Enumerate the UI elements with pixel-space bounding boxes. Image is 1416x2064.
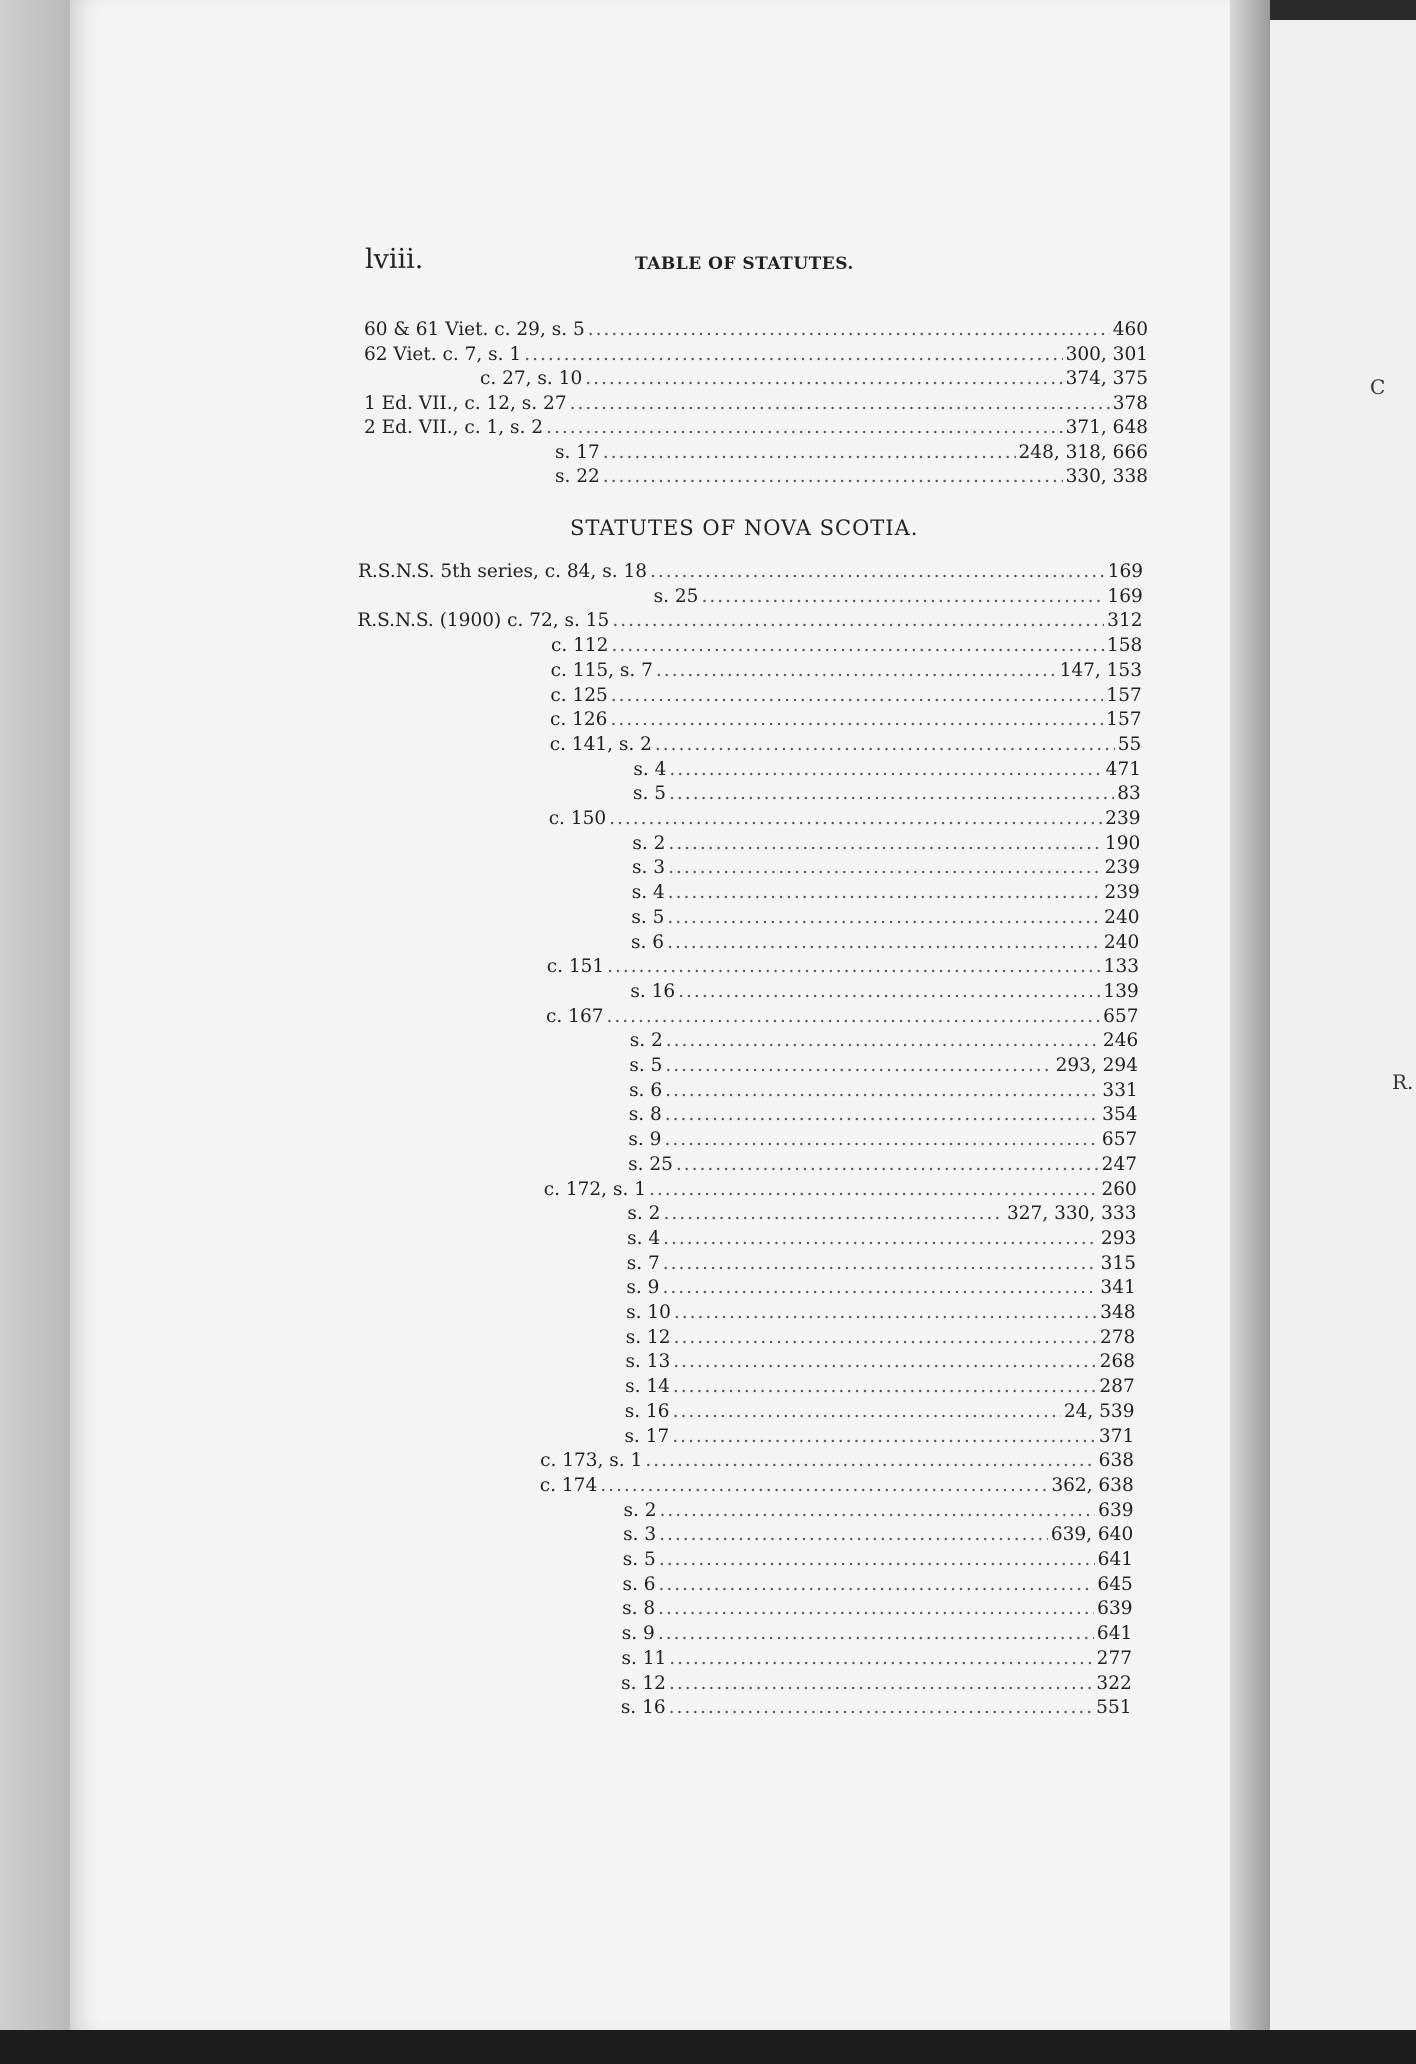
table-row xyxy=(625,1350,1135,1375)
table-row xyxy=(550,684,1141,709)
statute-reference: c. 125 xyxy=(550,684,608,706)
statute-reference: s. 4 xyxy=(633,758,667,780)
dot-leader xyxy=(611,634,1103,659)
page-reference: 322 xyxy=(1096,1672,1132,1694)
running-title: TABLE OF STATUTES. xyxy=(635,254,854,274)
table-row xyxy=(629,1054,1138,1079)
statute-reference: s. 2 xyxy=(632,832,666,854)
statute-reference: s. 2 xyxy=(629,1030,663,1052)
table-row xyxy=(550,708,1141,733)
table-row xyxy=(549,807,1141,832)
table-row xyxy=(631,931,1139,956)
scan-border xyxy=(0,2030,1416,2064)
page-reference: 645 xyxy=(1097,1573,1133,1595)
statute-reference: s. 10 xyxy=(626,1302,671,1323)
dot-leader xyxy=(663,1252,1098,1277)
statute-reference: s. 5 xyxy=(631,906,665,928)
table-row xyxy=(480,367,1148,392)
dot-leader xyxy=(665,1054,1052,1079)
dot-leader xyxy=(701,585,1104,610)
page-reference: 354 xyxy=(1102,1104,1138,1126)
dot-leader xyxy=(603,441,1016,466)
page-reference: 246 xyxy=(1102,1030,1139,1052)
table-row xyxy=(624,1425,1134,1450)
dot-leader xyxy=(659,1573,1095,1598)
table-row xyxy=(621,1672,1132,1697)
table-row xyxy=(547,955,1139,980)
dot-leader xyxy=(674,1301,1097,1326)
statute-reference: s. 25 xyxy=(653,585,699,607)
statute-reference: s. 12 xyxy=(625,1326,671,1348)
statute-reference: s. 9 xyxy=(621,1623,655,1645)
dot-leader xyxy=(609,807,1102,832)
statute-reference: s. 5 xyxy=(622,1549,656,1570)
table-row xyxy=(550,733,1142,758)
dot-leader xyxy=(663,1227,1098,1252)
statute-reference: s. 7 xyxy=(626,1252,660,1274)
dot-leader xyxy=(600,1474,1048,1499)
page-reference: 371, 648 xyxy=(1065,417,1148,438)
dot-leader xyxy=(524,343,1062,368)
dot-leader xyxy=(673,1375,1097,1400)
statute-reference: s. 22 xyxy=(555,466,600,487)
table-row xyxy=(364,343,1148,368)
statute-reference: s. 17 xyxy=(555,441,600,463)
statute-reference: c. 126 xyxy=(550,709,608,731)
dot-leader xyxy=(668,832,1102,857)
table-row xyxy=(630,1029,1139,1054)
page-reference: 133 xyxy=(1103,956,1139,978)
statute-reference: s. 17 xyxy=(624,1425,670,1447)
dot-leader xyxy=(667,931,1101,956)
page-reference: 277 xyxy=(1096,1647,1132,1669)
table-row xyxy=(623,1548,1133,1573)
table-row xyxy=(555,441,1148,466)
page-reference: 638 xyxy=(1098,1450,1134,1472)
statute-reference: R.S.N.S. 5th series, c. 84, s. 18 xyxy=(358,561,647,582)
page-reference: 83 xyxy=(1117,783,1141,805)
page-reference: 331 xyxy=(1102,1079,1138,1101)
statute-reference: s. 13 xyxy=(625,1351,671,1373)
statute-reference: 2 Ed. VII., c. 1, s. 2 xyxy=(364,417,544,438)
table-row xyxy=(358,560,1143,585)
page-reference: 471 xyxy=(1105,758,1141,780)
page-edge-shadow xyxy=(1230,0,1270,2030)
facing-page xyxy=(1270,20,1416,2030)
page-reference: 639, 640 xyxy=(1050,1524,1134,1546)
statute-reference: c. 27, s. 10 xyxy=(480,368,583,389)
dot-leader xyxy=(664,1128,1098,1153)
dot-leader xyxy=(669,782,1114,807)
table-row xyxy=(628,1153,1137,1178)
dot-leader xyxy=(659,1548,1095,1573)
dot-leader xyxy=(669,1696,1094,1721)
dot-leader xyxy=(667,906,1101,931)
page-reference: 240 xyxy=(1103,931,1140,953)
page-reference: 330, 338 xyxy=(1065,466,1148,487)
dot-leader xyxy=(672,1425,1096,1450)
statute-reference: c. 172, s. 1 xyxy=(543,1178,646,1200)
page-reference: 147, 153 xyxy=(1059,659,1142,681)
statute-reference: s. 9 xyxy=(628,1129,662,1151)
page-reference: 293 xyxy=(1100,1227,1137,1249)
dot-leader xyxy=(645,1449,1095,1474)
dot-leader xyxy=(607,955,1101,980)
page-number: lviii. xyxy=(365,244,424,275)
statute-reference: c. 173, s. 1 xyxy=(540,1450,643,1472)
statute-reference: s. 6 xyxy=(622,1573,656,1595)
statute-reference: s. 16 xyxy=(620,1697,666,1719)
table-row xyxy=(627,1252,1136,1277)
statute-reference: s. 16 xyxy=(624,1400,670,1422)
table-row xyxy=(540,1449,1134,1474)
table-row xyxy=(622,1622,1132,1647)
table-row xyxy=(628,1128,1137,1153)
page-reference: 248, 318, 666 xyxy=(1018,441,1148,463)
table-row xyxy=(626,1276,1135,1301)
page-reference: 260 xyxy=(1101,1178,1137,1200)
dot-leader xyxy=(669,1672,1093,1697)
page-reference: 158 xyxy=(1106,635,1143,657)
page-reference: 300, 301 xyxy=(1065,343,1148,365)
facing-page-fragment: C xyxy=(1370,375,1386,399)
statute-reference: s. 4 xyxy=(631,882,665,904)
page-reference: 139 xyxy=(1103,980,1139,1002)
dot-leader xyxy=(669,1647,1093,1672)
dot-leader xyxy=(606,1005,1100,1030)
table-row xyxy=(621,1696,1132,1721)
page-reference: 268 xyxy=(1099,1351,1135,1373)
table-row xyxy=(626,1301,1135,1326)
statute-reference: c. 115, s. 7 xyxy=(550,659,653,681)
statute-reference: s. 11 xyxy=(621,1647,667,1669)
table-row xyxy=(632,881,1140,906)
page-reference: 157 xyxy=(1106,684,1142,706)
table-row xyxy=(630,980,1138,1005)
table-row xyxy=(632,832,1140,857)
statute-reference: s. 14 xyxy=(625,1376,670,1398)
dot-leader xyxy=(676,1153,1099,1178)
table-row xyxy=(627,1227,1136,1252)
page-reference: 169 xyxy=(1107,561,1143,582)
dot-leader xyxy=(603,465,1063,490)
statute-reference: 60 & 61 Viet. c. 29, s. 5 xyxy=(364,319,585,340)
statute-reference: c. 151 xyxy=(546,956,605,978)
table-row xyxy=(633,782,1141,807)
statute-reference: c. 112 xyxy=(551,635,609,657)
page-reference: 312 xyxy=(1107,610,1143,632)
dot-leader xyxy=(649,1178,1098,1203)
table-row xyxy=(540,1474,1134,1499)
page-reference: 239 xyxy=(1105,808,1141,829)
table-row xyxy=(622,1597,1132,1622)
statute-reference: s. 25 xyxy=(628,1153,673,1175)
table-row xyxy=(626,1326,1135,1351)
dot-leader xyxy=(658,1622,1094,1647)
dot-leader xyxy=(585,367,1062,392)
page-reference: 641 xyxy=(1096,1623,1133,1645)
dot-leader xyxy=(678,980,1100,1005)
statute-reference: s. 5 xyxy=(633,783,667,805)
dot-leader xyxy=(611,684,1104,709)
statute-reference: s. 2 xyxy=(623,1499,657,1521)
dot-leader xyxy=(659,1523,1048,1548)
page-reference: 239 xyxy=(1104,857,1140,879)
table-row xyxy=(544,1178,1137,1203)
page-reference: 460 xyxy=(1112,319,1148,340)
page-reference: 639 xyxy=(1097,1598,1133,1620)
table-row xyxy=(654,585,1143,610)
dot-leader xyxy=(665,1079,1099,1104)
statute-reference: s. 4 xyxy=(627,1227,661,1249)
page-reference: 348 xyxy=(1100,1302,1136,1323)
dot-leader xyxy=(668,881,1102,906)
dot-leader xyxy=(659,1499,1095,1524)
table-row xyxy=(633,758,1141,783)
page-reference: 641 xyxy=(1097,1549,1133,1570)
dot-leader xyxy=(665,1103,1099,1128)
statute-reference: s. 6 xyxy=(629,1079,663,1101)
table-row xyxy=(625,1400,1135,1425)
dot-leader xyxy=(546,416,1063,441)
dot-leader xyxy=(656,659,1057,684)
table-row xyxy=(627,1202,1136,1227)
dot-leader xyxy=(570,392,1110,417)
statute-reference: c. 141, s. 2 xyxy=(549,733,652,755)
page-reference: 639 xyxy=(1098,1499,1134,1521)
dot-leader xyxy=(612,609,1104,634)
dot-leader xyxy=(674,1326,1097,1351)
dot-leader xyxy=(668,856,1102,881)
statute-reference: s. 3 xyxy=(623,1524,657,1546)
table-row xyxy=(551,659,1142,684)
dot-leader xyxy=(610,708,1103,733)
statute-reference: R.S.N.S. (1900) c. 72, s. 15 xyxy=(357,610,610,632)
statute-reference: 1 Ed. VII., c. 12, s. 27 xyxy=(364,392,567,414)
statute-reference: c. 174 xyxy=(539,1474,598,1496)
section-heading: STATUTES OF NOVA SCOTIA. xyxy=(570,516,919,540)
dot-leader xyxy=(588,318,1110,343)
page-reference: 315 xyxy=(1100,1252,1136,1274)
dot-leader xyxy=(673,1400,1061,1425)
page-reference: 341 xyxy=(1100,1277,1136,1299)
dot-leader xyxy=(650,560,1105,585)
statute-reference: s. 8 xyxy=(622,1598,656,1620)
dot-leader xyxy=(663,1202,1004,1227)
table-row xyxy=(555,465,1148,490)
page-header xyxy=(365,244,1145,284)
table-row xyxy=(629,1103,1138,1128)
dot-leader xyxy=(669,758,1102,783)
page-reference: 551 xyxy=(1096,1697,1132,1719)
dot-leader xyxy=(673,1350,1096,1375)
dot-leader xyxy=(658,1597,1094,1622)
page-reference: 657 xyxy=(1103,1005,1139,1027)
table-row xyxy=(631,906,1139,931)
table-row xyxy=(625,1375,1135,1400)
table-row xyxy=(551,634,1142,659)
statute-reference: s. 8 xyxy=(628,1104,662,1126)
page-reference: 378 xyxy=(1112,392,1148,414)
table-row xyxy=(546,1005,1138,1030)
statute-reference: c. 167 xyxy=(546,1005,604,1027)
statute-reference: s. 6 xyxy=(631,931,665,953)
dot-leader xyxy=(666,1029,1100,1054)
table-row xyxy=(623,1523,1133,1548)
page-reference: 374, 375 xyxy=(1065,368,1148,389)
page-reference: 24, 539 xyxy=(1063,1400,1135,1422)
page-reference: 293, 294 xyxy=(1055,1055,1138,1076)
page-reference: 239 xyxy=(1104,882,1140,904)
table-row xyxy=(622,1573,1132,1598)
page-reference: 247 xyxy=(1101,1153,1137,1175)
table-row xyxy=(364,318,1148,343)
page-reference: 362, 638 xyxy=(1051,1474,1134,1496)
statute-reference: s. 5 xyxy=(629,1055,663,1076)
page-reference: 371 xyxy=(1098,1425,1135,1447)
statute-reference: c. 150 xyxy=(548,808,607,829)
page-reference: 657 xyxy=(1101,1129,1138,1151)
statute-reference: s. 9 xyxy=(626,1277,660,1299)
table-row xyxy=(357,609,1142,634)
statute-reference: s. 12 xyxy=(621,1672,666,1694)
page-reference: 169 xyxy=(1107,585,1143,607)
table-row xyxy=(364,392,1148,417)
dot-leader xyxy=(655,733,1115,758)
dot-leader xyxy=(662,1276,1097,1301)
page-reference: 287 xyxy=(1099,1376,1135,1398)
statute-reference: 62 Viet. c. 7, s. 1 xyxy=(364,343,522,365)
statute-reference: s. 16 xyxy=(630,980,676,1002)
statute-reference: s. 3 xyxy=(632,857,666,879)
table-row xyxy=(623,1499,1133,1524)
facing-page-fragment: R. xyxy=(1392,1070,1414,1094)
table-row xyxy=(621,1647,1132,1672)
page-reference: 278 xyxy=(1099,1326,1136,1348)
table-row xyxy=(364,416,1148,441)
page-reference: 55 xyxy=(1117,733,1142,755)
page-reference: 327, 330, 333 xyxy=(1007,1203,1137,1225)
page-reference: 157 xyxy=(1106,709,1142,731)
table-row xyxy=(629,1079,1138,1104)
page-reference: 190 xyxy=(1104,832,1141,854)
statute-reference: s. 2 xyxy=(627,1203,661,1225)
table-row xyxy=(632,856,1140,881)
page-reference: 240 xyxy=(1104,906,1140,928)
